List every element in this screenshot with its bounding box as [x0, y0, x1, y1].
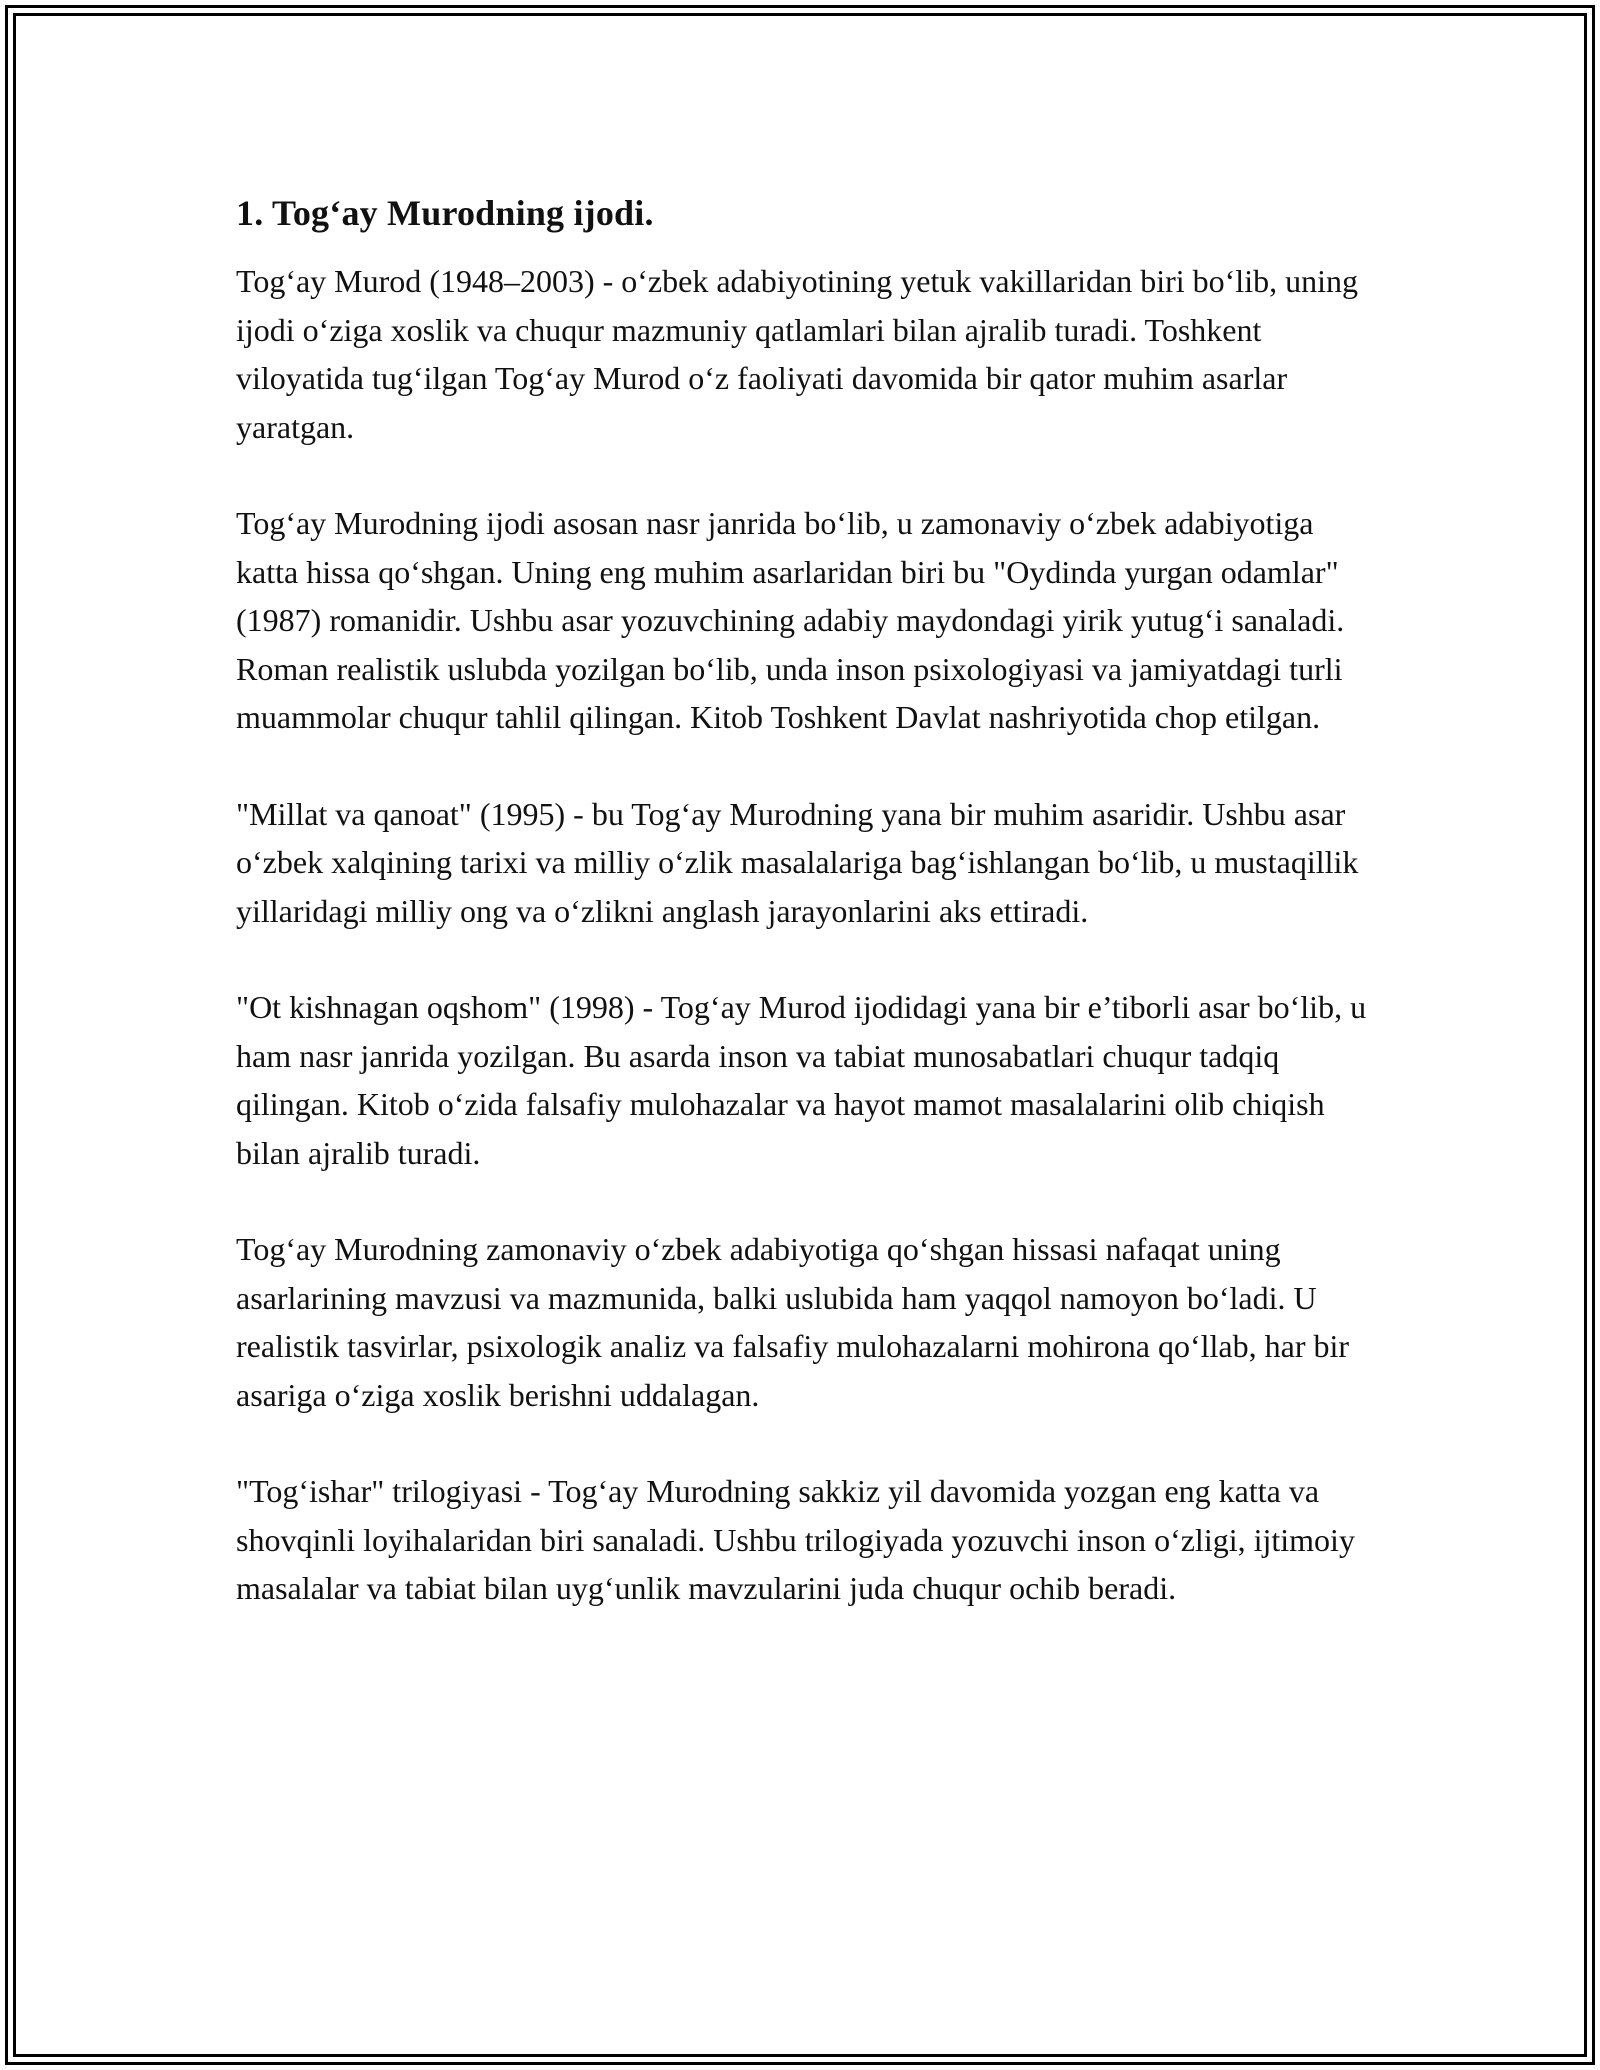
paragraph-ot-kishnagan-oqshom: "Ot kishnagan oqshom" (1998) - Tog‘ay Murod ijodidagi yana bir e’tiborli asar bo‘lib, u ham nasr janrida yozilgan. Bu asarda inson va tabiat munosabatlari chuqur tadqiq qilingan. Kitob o‘zida falsafiy mulohazalar va hayot mamot masalalarini olib chiqish bilan ajralib turadi. — [236, 989, 1367, 1171]
section-heading: 1. Tog‘ay Murodning ijodi. — [236, 193, 654, 233]
paragraph-intro: Tog‘ay Murod (1948–2003) - o‘zbek adabiyotining yetuk vakillaridan biri bo‘lib, uning ijodi o‘ziga xoslik va chuqur mazmuniy qatlamlari bilan ajralib turadi. Toshkent viloyatida tug‘ilgan Tog‘ay Murod o‘z faoliyati davomida bir qator muhim asarlar yaratgan. — [236, 263, 1358, 445]
paragraph-oydinda-yurgan-odamlar: Tog‘ay Murodning ijodi asosan nasr janrida bo‘lib, u zamonaviy o‘zbek adabiyotiga katta hissa qo‘shgan. Uning eng muhim asarlaridan biri bu "Oydinda yurgan odamlar" (1987) romanidir. Ushbu asar yozuvchining adabiy maydondagi yirik yutug‘i sanaladi. Roman realistik uslubda yozilgan bo‘lib, unda inson psixologiyasi va jamiyatdagi turli muammolar chuqur tahlil qilingan. Kitob Toshkent Davlat nashriyotida chop etilgan. — [236, 505, 1345, 735]
paragraph-millat-va-qanoat: "Millat va qanoat" (1995) - bu Tog‘ay Murodning yana bir muhim asaridir. Ushbu asar o‘zbek xalqining tarixi va milliy o‘zlik masalalariga bag‘ishlangan bo‘lib, u mustaqillik yillaridagi milliy ong va o‘zlikni anglash jarayonlarini aks ettiradi. — [236, 795, 1359, 929]
paragraph-contribution: Tog‘ay Murodning zamonaviy o‘zbek adabiyotiga qo‘shgan hissasi nafaqat uning asarlarining mavzusi va mazmunida, balki uslubida ham yaqqol namoyon bo‘ladi. U realistik tasvirlar, psixologik analiz va falsafiy mulohazalarni mohirona qo‘llab, har bir asariga o‘ziga xoslik berishni uddalagan. — [236, 1231, 1350, 1413]
paragraph-togishar-trilogy: "Tog‘ishar" trilogiyasi - Tog‘ay Murodning sakkiz yil davomida yozgan eng katta va shovqinli loyihalaridan biri sanaladi. Ushbu trilogiyada yozuvchi inson o‘zligi, ijtimoiy masalalar va tabiat bilan uyg‘unlik mavzularini juda chuqur ochib beradi. — [236, 1473, 1355, 1606]
document-body — [236, 187, 1376, 1661]
